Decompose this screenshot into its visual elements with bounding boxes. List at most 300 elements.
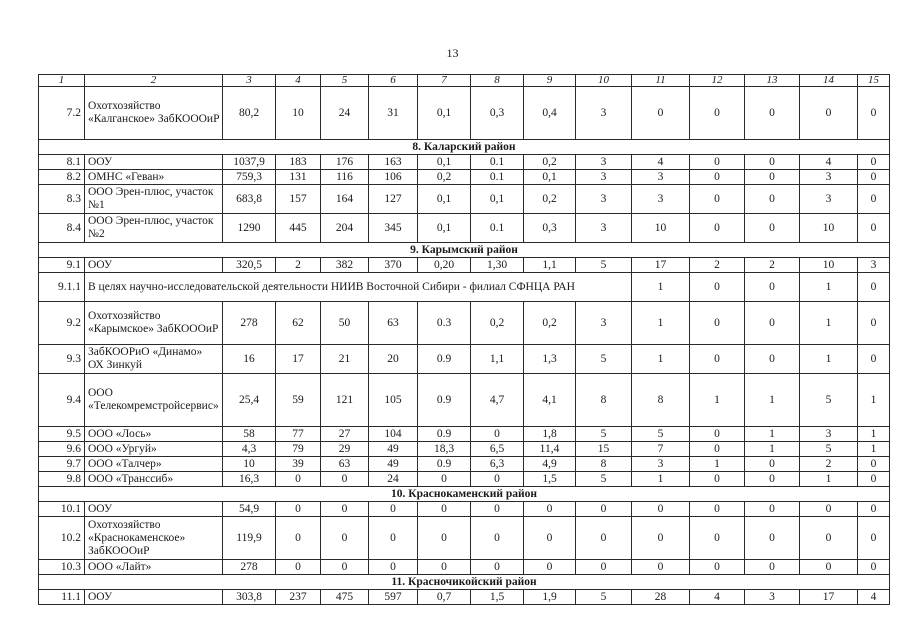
value-cell: 0: [690, 472, 745, 487]
row-name: ООО «Лось»: [85, 427, 223, 442]
value-cell: 0: [858, 302, 890, 345]
value-cell: 0: [858, 170, 890, 185]
value-cell: 20: [369, 345, 418, 374]
value-cell: 0: [858, 214, 890, 243]
value-cell: 1: [745, 427, 800, 442]
value-cell: 4: [800, 155, 858, 170]
value-cell: 3: [745, 590, 800, 605]
value-cell: 119,9: [223, 517, 276, 560]
value-cell: 0,2: [471, 302, 524, 345]
column-header: 6: [369, 75, 418, 87]
value-cell: 759,3: [223, 170, 276, 185]
value-cell: 79: [276, 442, 321, 457]
row-number: 9.1: [39, 258, 85, 273]
value-cell: 16,3: [223, 472, 276, 487]
value-cell: 0: [745, 302, 800, 345]
table-row: [39, 517, 890, 560]
row-number: 9.7: [39, 457, 85, 472]
value-cell: 0.9: [418, 374, 471, 427]
row-number: 9.5: [39, 427, 85, 442]
row-name: ООО «Телекомремстройсервис»: [85, 374, 223, 427]
value-cell: 278: [223, 302, 276, 345]
value-cell: 1: [632, 273, 690, 302]
value-cell: 28: [632, 590, 690, 605]
value-cell: 10: [223, 457, 276, 472]
value-cell: 15: [576, 442, 632, 457]
value-cell: 3: [576, 87, 632, 140]
value-cell: 1: [800, 273, 858, 302]
column-header: 3: [223, 75, 276, 87]
page-number: 13: [446, 46, 459, 60]
value-cell: 0: [745, 472, 800, 487]
value-cell: 0: [858, 502, 890, 517]
row-name: ООО «Лайт»: [85, 560, 223, 575]
table-row: [39, 273, 890, 302]
section-title: 9. Карымский район: [39, 243, 890, 258]
value-cell: 1,1: [471, 345, 524, 374]
value-cell: 0: [690, 345, 745, 374]
table-row: [39, 302, 890, 345]
value-cell: 8: [632, 374, 690, 427]
row-name: ООУ: [85, 502, 223, 517]
value-cell: 105: [369, 374, 418, 427]
value-cell: 0: [524, 502, 576, 517]
table-row: [39, 502, 890, 517]
value-cell: 18,3: [418, 442, 471, 457]
section-title: 10. Краснокаменский район: [39, 487, 890, 502]
value-cell: 320,5: [223, 258, 276, 273]
row-number: 10.2: [39, 517, 85, 560]
value-cell: 0: [321, 560, 369, 575]
hunting-grounds-table: [38, 74, 890, 605]
value-cell: 127: [369, 185, 418, 214]
value-cell: 382: [321, 258, 369, 273]
table-row: [39, 170, 890, 185]
value-cell: 475: [321, 590, 369, 605]
row-number: 9.4: [39, 374, 85, 427]
value-cell: 0.9: [418, 345, 471, 374]
value-cell: 16: [223, 345, 276, 374]
value-cell: 54,9: [223, 502, 276, 517]
value-cell: 0: [369, 560, 418, 575]
table-row: [39, 374, 890, 427]
value-cell: 0: [632, 87, 690, 140]
row-name: ООО «Талчер»: [85, 457, 223, 472]
value-cell: 0: [471, 427, 524, 442]
value-cell: 1,9: [524, 590, 576, 605]
row-number: 8.4: [39, 214, 85, 243]
value-cell: 0: [690, 442, 745, 457]
value-cell: 0: [576, 560, 632, 575]
value-cell: 0: [745, 517, 800, 560]
value-cell: 0: [690, 273, 745, 302]
table-row: [39, 427, 890, 442]
value-cell: 10: [800, 258, 858, 273]
value-cell: 0: [321, 517, 369, 560]
value-cell: 2: [745, 258, 800, 273]
value-cell: 21: [321, 345, 369, 374]
value-cell: 4,3: [223, 442, 276, 457]
table-row: [39, 155, 890, 170]
value-cell: 164: [321, 185, 369, 214]
row-name: ООУ: [85, 590, 223, 605]
row-number: 10.3: [39, 560, 85, 575]
value-cell: 63: [321, 457, 369, 472]
row-name: В целях научно-исследовательской деятельности НИИВ Восточной Сибири - филиал СФНЦА РАН: [85, 273, 632, 302]
value-cell: 4,1: [524, 374, 576, 427]
column-header: 4: [276, 75, 321, 87]
value-cell: 1: [690, 457, 745, 472]
value-cell: 1: [858, 427, 890, 442]
value-cell: 1: [800, 302, 858, 345]
table-row: [39, 560, 890, 575]
value-cell: 6,3: [471, 457, 524, 472]
value-cell: 204: [321, 214, 369, 243]
value-cell: 0: [576, 517, 632, 560]
row-number: 11.1: [39, 590, 85, 605]
value-cell: 3: [800, 427, 858, 442]
section-title: 8. Каларский район: [39, 140, 890, 155]
value-cell: 0: [858, 457, 890, 472]
value-cell: 3: [800, 185, 858, 214]
value-cell: 0: [690, 155, 745, 170]
value-cell: 80,2: [223, 87, 276, 140]
value-cell: 104: [369, 427, 418, 442]
row-number: 9.6: [39, 442, 85, 457]
value-cell: 1: [800, 472, 858, 487]
value-cell: 683,8: [223, 185, 276, 214]
row-number: 9.8: [39, 472, 85, 487]
table-row: [39, 214, 890, 243]
column-header: 2: [85, 75, 223, 87]
row-name: ООО «Ургуй»: [85, 442, 223, 457]
value-cell: 0: [321, 472, 369, 487]
value-cell: 0,2: [524, 185, 576, 214]
row-name: ООО «Транссиб»: [85, 472, 223, 487]
value-cell: 0: [745, 185, 800, 214]
value-cell: 0: [632, 517, 690, 560]
table-row: [39, 185, 890, 214]
value-cell: 0,1: [418, 185, 471, 214]
value-cell: 3: [632, 170, 690, 185]
value-cell: 27: [321, 427, 369, 442]
value-cell: 0: [858, 517, 890, 560]
value-cell: 0,2: [524, 155, 576, 170]
section-row: [39, 140, 890, 155]
value-cell: 0.9: [418, 427, 471, 442]
value-cell: 0,1: [418, 214, 471, 243]
value-cell: 4: [858, 590, 890, 605]
row-name: Охотхозяйство «Краснокаменское» ЗабКОООиР: [85, 517, 223, 560]
value-cell: 10: [632, 214, 690, 243]
value-cell: 10: [800, 214, 858, 243]
value-cell: 0: [745, 560, 800, 575]
section-row: [39, 575, 890, 590]
value-cell: 0: [800, 502, 858, 517]
value-cell: 0: [690, 427, 745, 442]
value-cell: 0: [800, 87, 858, 140]
column-header: 10: [576, 75, 632, 87]
value-cell: 0: [524, 560, 576, 575]
value-cell: 1,5: [524, 472, 576, 487]
value-cell: 5: [576, 345, 632, 374]
value-cell: 0: [471, 517, 524, 560]
value-cell: 176: [321, 155, 369, 170]
value-cell: 1: [690, 374, 745, 427]
row-name: Охотхозяйство «Карымское» ЗабКОООиР: [85, 302, 223, 345]
value-cell: 0,2: [418, 170, 471, 185]
value-cell: 6,5: [471, 442, 524, 457]
value-cell: 278: [223, 560, 276, 575]
value-cell: 163: [369, 155, 418, 170]
row-number: 10.1: [39, 502, 85, 517]
row-number: 9.1.1: [39, 273, 85, 302]
value-cell: 0.1: [471, 214, 524, 243]
value-cell: 0: [690, 502, 745, 517]
column-header: 13: [745, 75, 800, 87]
column-header: 7: [418, 75, 471, 87]
value-cell: 0: [471, 560, 524, 575]
value-cell: 0: [690, 560, 745, 575]
value-cell: 0.1: [471, 170, 524, 185]
value-cell: 0.3: [418, 302, 471, 345]
value-cell: 0: [576, 502, 632, 517]
value-cell: 63: [369, 302, 418, 345]
value-cell: 0: [471, 502, 524, 517]
row-name: ООУ: [85, 258, 223, 273]
value-cell: 0: [858, 87, 890, 140]
value-cell: 1,5: [471, 590, 524, 605]
value-cell: 0: [858, 345, 890, 374]
value-cell: 0,3: [471, 87, 524, 140]
value-cell: 59: [276, 374, 321, 427]
value-cell: 1: [745, 442, 800, 457]
value-cell: 29: [321, 442, 369, 457]
value-cell: 0: [858, 560, 890, 575]
value-cell: 1037,9: [223, 155, 276, 170]
row-number: 8.2: [39, 170, 85, 185]
value-cell: 0: [524, 517, 576, 560]
value-cell: 0,1: [418, 87, 471, 140]
value-cell: 3: [576, 185, 632, 214]
column-header: 9: [524, 75, 576, 87]
value-cell: 0: [276, 472, 321, 487]
value-cell: 5: [576, 427, 632, 442]
value-cell: 39: [276, 457, 321, 472]
header-row: [39, 75, 890, 87]
value-cell: 0: [471, 472, 524, 487]
row-name: Охотхозяйство «Калганское» ЗабКОООиР: [85, 87, 223, 140]
row-number: 8.3: [39, 185, 85, 214]
value-cell: 1,1: [524, 258, 576, 273]
value-cell: 0: [690, 87, 745, 140]
column-header: 5: [321, 75, 369, 87]
value-cell: 0,1: [524, 170, 576, 185]
value-cell: 0,2: [524, 302, 576, 345]
value-cell: 0.9: [418, 457, 471, 472]
section-title: 11. Красночикойский район: [39, 575, 890, 590]
value-cell: 1,3: [524, 345, 576, 374]
value-cell: 0: [745, 214, 800, 243]
value-cell: 3: [576, 155, 632, 170]
value-cell: 0: [745, 502, 800, 517]
value-cell: 8: [576, 457, 632, 472]
value-cell: 0: [745, 87, 800, 140]
value-cell: 0: [321, 502, 369, 517]
column-header: 14: [800, 75, 858, 87]
value-cell: 3: [576, 214, 632, 243]
value-cell: 0,1: [418, 155, 471, 170]
value-cell: 11,4: [524, 442, 576, 457]
value-cell: 0: [632, 502, 690, 517]
value-cell: 1: [632, 302, 690, 345]
column-header: 1: [39, 75, 85, 87]
column-header: 11: [632, 75, 690, 87]
value-cell: 1: [745, 374, 800, 427]
value-cell: 8: [576, 374, 632, 427]
value-cell: 5: [800, 374, 858, 427]
row-name: ООО Эрен-плюс, участок №2: [85, 214, 223, 243]
table-row: [39, 457, 890, 472]
value-cell: 7: [632, 442, 690, 457]
value-cell: 0: [369, 517, 418, 560]
value-cell: 157: [276, 185, 321, 214]
column-header: 15: [858, 75, 890, 87]
table-row: [39, 590, 890, 605]
value-cell: 0,3: [524, 214, 576, 243]
table-row: [39, 258, 890, 273]
value-cell: 303,8: [223, 590, 276, 605]
value-cell: 1,30: [471, 258, 524, 273]
value-cell: 50: [321, 302, 369, 345]
value-cell: 0: [858, 273, 890, 302]
value-cell: 4: [632, 155, 690, 170]
value-cell: 131: [276, 170, 321, 185]
section-row: [39, 487, 890, 502]
value-cell: 0,7: [418, 590, 471, 605]
value-cell: 1290: [223, 214, 276, 243]
value-cell: 0: [858, 185, 890, 214]
value-cell: 0: [745, 170, 800, 185]
value-cell: 1: [858, 442, 890, 457]
value-cell: 31: [369, 87, 418, 140]
value-cell: 24: [321, 87, 369, 140]
row-number: 8.1: [39, 155, 85, 170]
value-cell: 445: [276, 214, 321, 243]
value-cell: 0: [276, 502, 321, 517]
table-row: [39, 345, 890, 374]
value-cell: 4,9: [524, 457, 576, 472]
value-cell: 106: [369, 170, 418, 185]
value-cell: 0: [690, 302, 745, 345]
value-cell: 17: [276, 345, 321, 374]
value-cell: 0: [800, 517, 858, 560]
table-row: [39, 87, 890, 140]
value-cell: 49: [369, 442, 418, 457]
value-cell: 5: [800, 442, 858, 457]
value-cell: 370: [369, 258, 418, 273]
value-cell: 77: [276, 427, 321, 442]
value-cell: 10: [276, 87, 321, 140]
value-cell: 1: [800, 345, 858, 374]
value-cell: 0: [690, 214, 745, 243]
table-row: [39, 442, 890, 457]
column-header: 8: [471, 75, 524, 87]
value-cell: 0: [690, 185, 745, 214]
value-cell: 0,20: [418, 258, 471, 273]
column-header: 12: [690, 75, 745, 87]
value-cell: 3: [632, 185, 690, 214]
value-cell: 0: [858, 472, 890, 487]
value-cell: 597: [369, 590, 418, 605]
value-cell: 0: [690, 517, 745, 560]
value-cell: 5: [576, 590, 632, 605]
value-cell: 0: [369, 502, 418, 517]
value-cell: 1,8: [524, 427, 576, 442]
value-cell: 17: [632, 258, 690, 273]
value-cell: 17: [800, 590, 858, 605]
value-cell: 3: [576, 170, 632, 185]
value-cell: 2: [276, 258, 321, 273]
row-name: ОМНС «Геван»: [85, 170, 223, 185]
value-cell: 3: [576, 302, 632, 345]
value-cell: 0: [418, 502, 471, 517]
value-cell: 0: [418, 517, 471, 560]
value-cell: 4,7: [471, 374, 524, 427]
value-cell: 0,4: [524, 87, 576, 140]
value-cell: 0: [276, 517, 321, 560]
value-cell: 5: [632, 427, 690, 442]
row-number: 7.2: [39, 87, 85, 140]
value-cell: 25,4: [223, 374, 276, 427]
value-cell: 0: [418, 560, 471, 575]
value-cell: 5: [576, 258, 632, 273]
row-number: 9.3: [39, 345, 85, 374]
section-row: [39, 243, 890, 258]
value-cell: 0,1: [471, 185, 524, 214]
value-cell: 5: [576, 472, 632, 487]
value-cell: 1: [858, 374, 890, 427]
row-number: 9.2: [39, 302, 85, 345]
row-name: ЗабКООРиО «Динамо» ОХ Зинкуй: [85, 345, 223, 374]
value-cell: 0.1: [471, 155, 524, 170]
value-cell: 1: [632, 472, 690, 487]
value-cell: 3: [632, 457, 690, 472]
value-cell: 0: [418, 472, 471, 487]
value-cell: 0: [745, 457, 800, 472]
value-cell: 237: [276, 590, 321, 605]
value-cell: 121: [321, 374, 369, 427]
value-cell: 62: [276, 302, 321, 345]
value-cell: 0: [276, 560, 321, 575]
value-cell: 58: [223, 427, 276, 442]
value-cell: 0: [632, 560, 690, 575]
row-name: ООО Эрен-плюс, участок №1: [85, 185, 223, 214]
value-cell: 0: [690, 170, 745, 185]
value-cell: 183: [276, 155, 321, 170]
value-cell: 2: [800, 457, 858, 472]
value-cell: 1: [632, 345, 690, 374]
value-cell: 345: [369, 214, 418, 243]
value-cell: 0: [745, 273, 800, 302]
value-cell: 0: [858, 155, 890, 170]
value-cell: 3: [858, 258, 890, 273]
table-row: [39, 472, 890, 487]
value-cell: 0: [800, 560, 858, 575]
value-cell: 116: [321, 170, 369, 185]
value-cell: 4: [690, 590, 745, 605]
value-cell: 3: [800, 170, 858, 185]
